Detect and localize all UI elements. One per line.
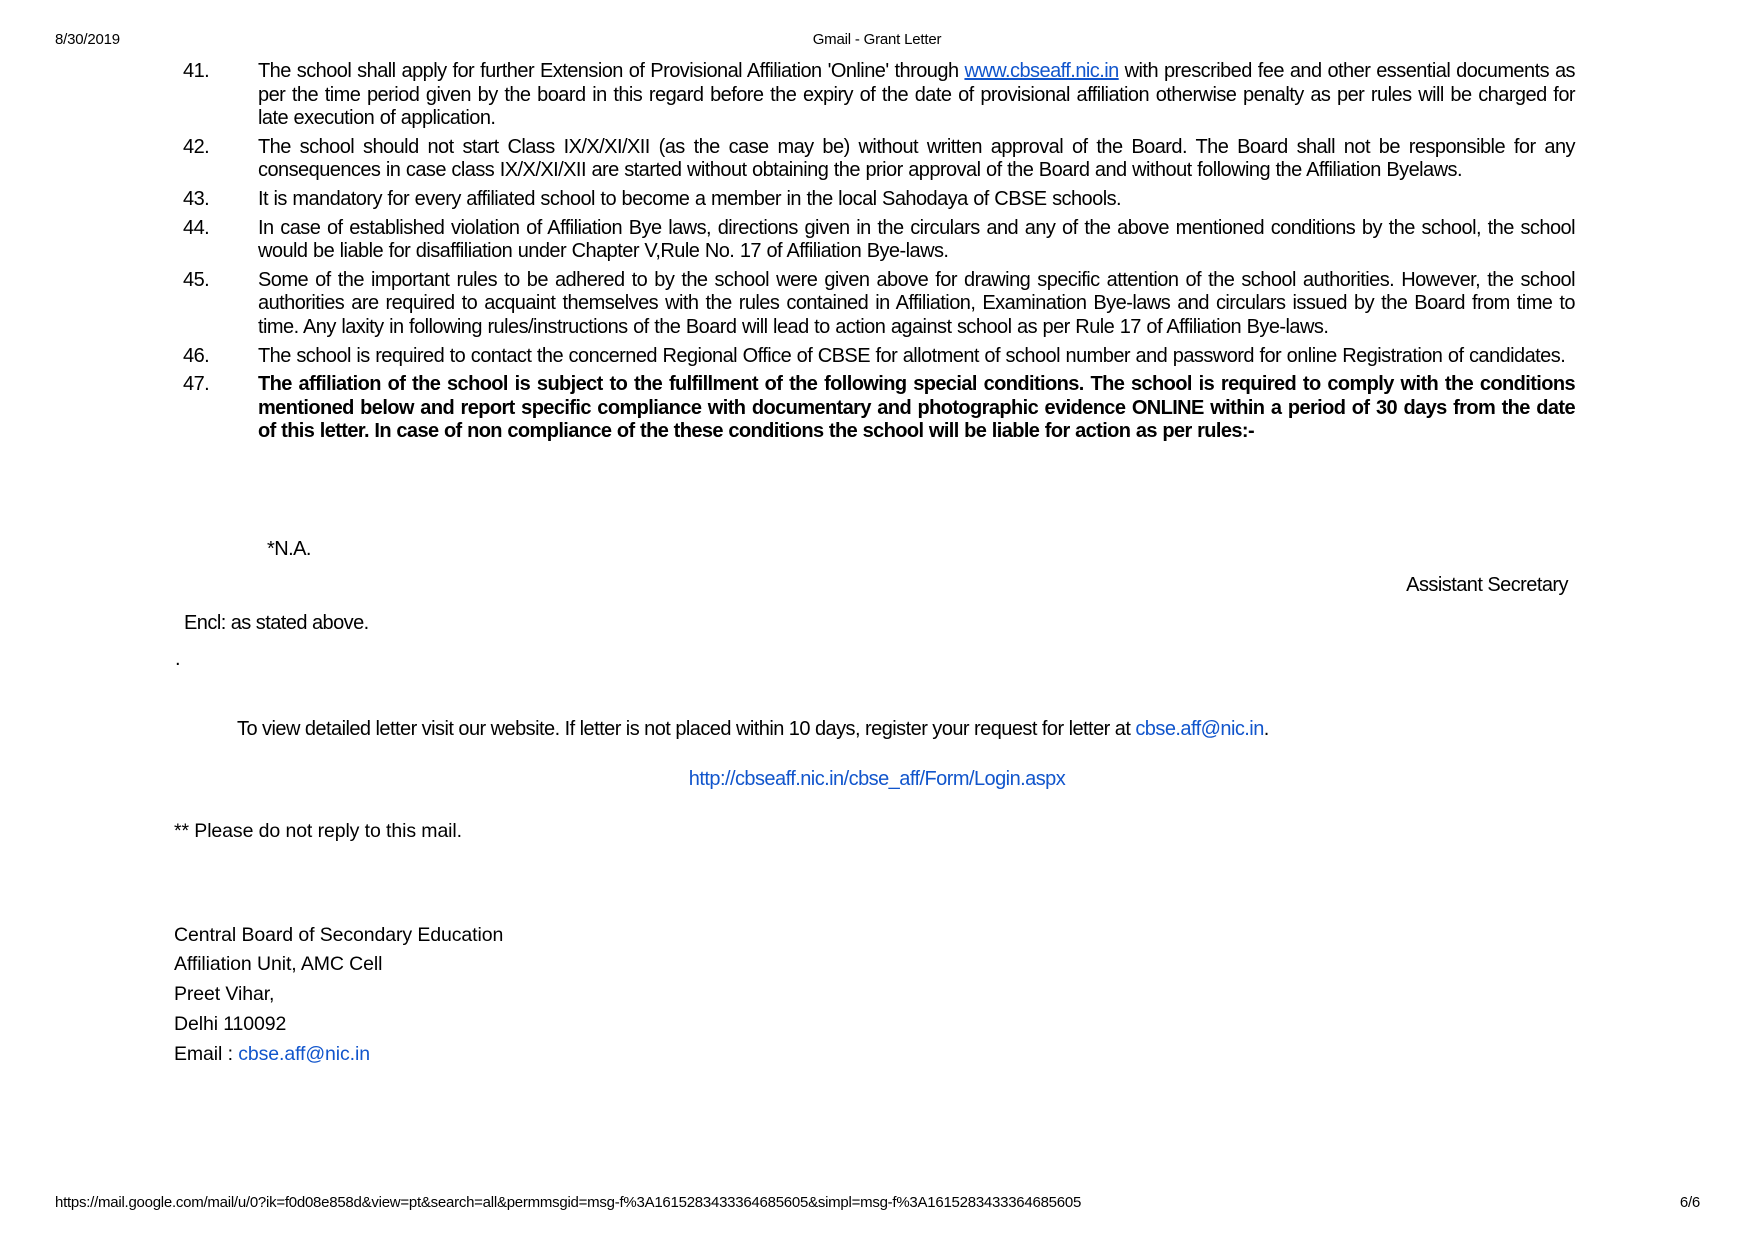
clause-41 [183, 60, 1575, 131]
cbseaff-link[interactable]: www.cbseaff.nic.in [964, 60, 1119, 82]
notice-text: To view detailed letter visit our website. If letter is not placed within 10 days, register your request for letter at [237, 718, 1136, 740]
signatory: Assistant Secretary [1406, 574, 1568, 596]
clause-text: Some of the important rules to be adhered to by the school were given above for drawing specific attention of the school authorities. However, the school authorities are required to acquaint themselves with the rules contained in Affiliation, Examination Bye-laws and circulars issued by the Board from time to time. Any laxity in following rules/instructions of the Board will lead to action against school as per Rule 17 of Affiliation Bye-laws. [258, 268, 1575, 338]
clause-text [258, 60, 1575, 131]
clause-list [183, 60, 1575, 449]
clause-number: 43. [183, 187, 210, 210]
notice-email-link[interactable]: cbse.aff@nic.in [1135, 718, 1264, 740]
email-label: Email : [174, 1043, 239, 1065]
notice-line [237, 718, 1269, 741]
notice-trailing: . [1263, 718, 1269, 740]
clause-47 [183, 373, 1575, 444]
no-reply-note: ** Please do not reply to this mail. [174, 820, 462, 842]
clause-45 [183, 269, 1575, 340]
login-url-line [0, 768, 1754, 791]
clause-text-before: The school shall apply for further Extension of Provisional Affiliation 'Online' through [258, 60, 965, 82]
clause-text: It is mandatory for every affiliated school to become a member in the local Sahodaya of CBSE schools. [258, 187, 1122, 210]
special-conditions: *N.A. [267, 538, 311, 560]
clause-44 [183, 217, 1575, 264]
clause-number: 46. [183, 344, 210, 367]
clause-number: 45. [183, 268, 210, 291]
address-email-link[interactable]: cbse.aff@nic.in [238, 1043, 370, 1065]
clause-text: The school is required to contact the concerned Regional Office of CBSE for allotment of school number and password for online Registration of candidates. [258, 344, 1566, 367]
login-url-link[interactable]: http://cbseaff.nic.in/cbse_aff/Form/Login.aspx [688, 768, 1066, 790]
enclosure-note: Encl: as stated above. [184, 612, 369, 634]
address-line: Central Board of Secondary Education [174, 924, 504, 946]
page-number: 6/6 [1679, 1194, 1700, 1211]
clause-text: The school should not start Class IX/X/XI/XII (as the case may be) without written approval of the Board. The Board shall not be responsible for any consequences in case class IX/X/XI/XII are started without obtaining the prior approval of the Board and without following the Affiliation Byelaws. [258, 135, 1575, 182]
clause-43 [183, 188, 1575, 212]
print-date: 8/30/2019 [55, 31, 120, 48]
clause-46 [183, 345, 1575, 369]
address-line: Affiliation Unit, AMC Cell [174, 953, 383, 975]
clause-number: 47. [183, 373, 210, 396]
address-line: Preet Vihar, [174, 983, 275, 1005]
clause-number: 42. [183, 135, 210, 158]
address-line: Delhi 110092 [174, 1013, 287, 1035]
footer-url: https://mail.google.com/mail/u/0?ik=f0d08e858d&view=pt&search=all&permmsgid=msg-f%3A1615283433364685605&simpl=msg-f%3A1615283433364685605 [55, 1194, 1082, 1211]
page-title: Gmail - Grant Letter [812, 31, 942, 48]
stray-dot: . [175, 648, 181, 670]
clause-text: The affiliation of the school is subject to the fulfillment of the following special conditions. The school is required to comply with the conditions mentioned below and report specific compliance with documentary and photographic evidence ONLINE within a period of 30 days from the date of this letter. In case of non compliance of the these conditions the school will be liable for action as per rules:- [258, 373, 1575, 443]
clause-number: 44. [183, 216, 210, 239]
clause-text: In case of established violation of Affiliation Bye laws, directions given in the circulars and any of the above mentioned conditions by the school, the school would be liable for disaffiliation under Chapter V,Rule No. 17 of Affiliation Bye-laws. [258, 216, 1575, 263]
address-email-line [174, 1043, 370, 1066]
clause-42 [183, 136, 1575, 183]
clause-text-after: with prescribed fee and other essential documents as per the time period given by the board in this regard before the expiry of the date of provisional affiliation otherwise penalty as per rules will be charged for late execution of application. [258, 60, 1575, 130]
clause-number: 41. [183, 60, 210, 82]
